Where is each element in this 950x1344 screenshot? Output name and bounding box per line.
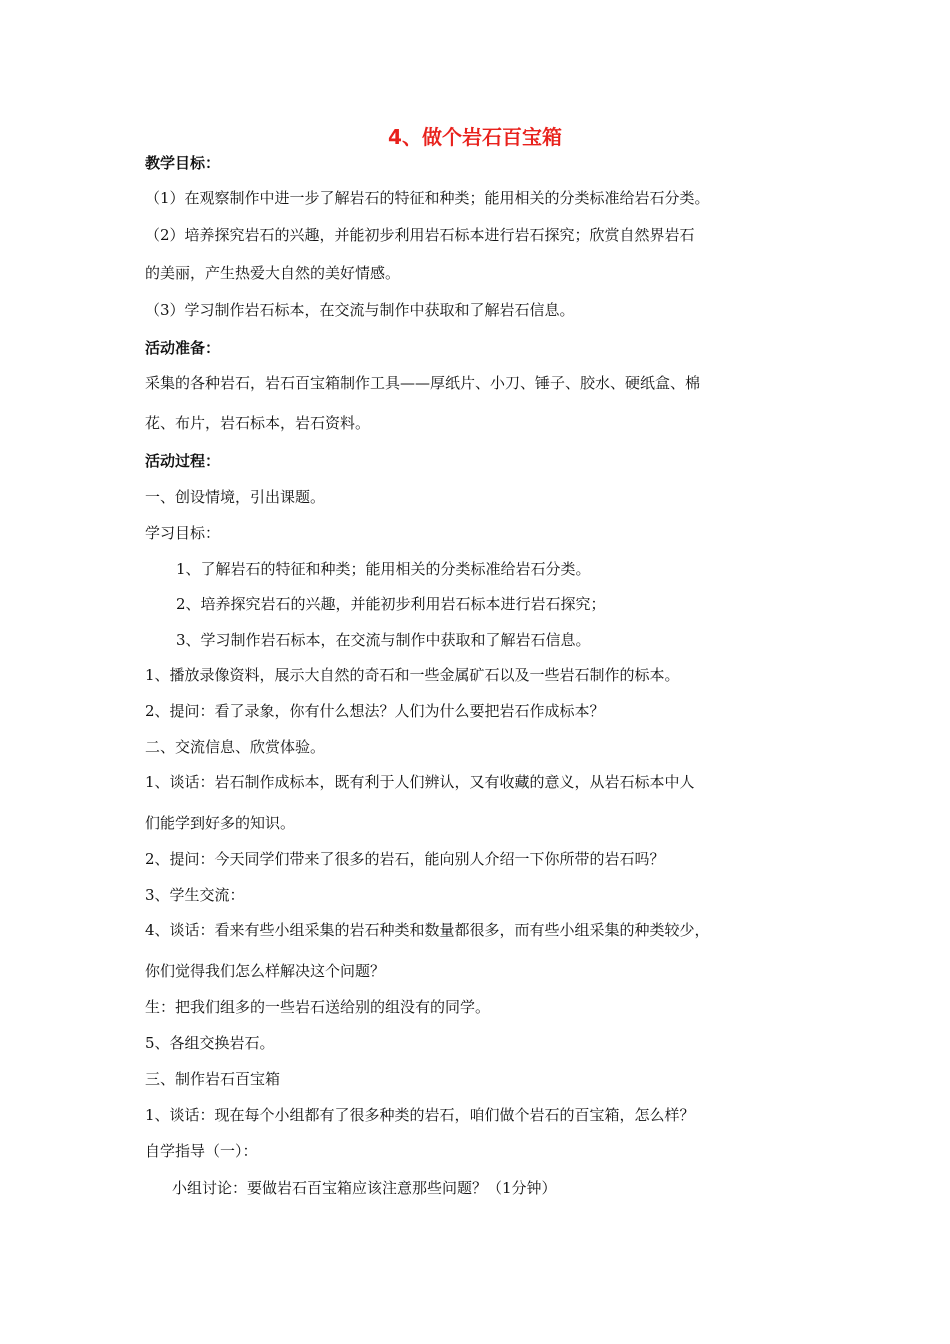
heading-activity-preparation: 活动准备： xyxy=(145,339,221,357)
list-item: 2、培养探究岩石的兴趣，并能初步利用岩石标本进行岩石探究； xyxy=(176,595,606,613)
paragraph-line: 2、提问：今天同学们带来了很多的岩石，能向别人介绍一下你所带的岩石吗？ xyxy=(145,850,665,868)
list-item: 1、了解岩石的特征和种类；能用相关的分类标准给岩石分类。 xyxy=(176,560,591,578)
paragraph-line: 生：把我们组多的一些岩石送给别的组没有的同学。 xyxy=(145,998,491,1016)
heading-activity-process: 活动过程： xyxy=(145,452,221,470)
paragraph-line: 4、谈话：看来有些小组采集的岩石种类和数量都很多，而有些小组采集的种类较少， xyxy=(145,921,710,939)
paragraph-line: （1）在观察制作中进一步了解岩石的特征和种类；能用相关的分类标准给岩石分类。 xyxy=(145,189,710,207)
heading-teaching-goals: 教学目标： xyxy=(145,154,221,172)
list-item: 3、学习制作岩石标本，在交流与制作中获取和了解岩石信息。 xyxy=(176,631,591,649)
paragraph-line: 学习目标： xyxy=(145,524,221,542)
paragraph-line: 你们觉得我们怎么样解决这个问题？ xyxy=(145,962,386,980)
paragraph-line: 3、学生交流： xyxy=(145,886,245,904)
paragraph-line: 二、交流信息、欣赏体验。 xyxy=(145,738,326,756)
paragraph-line: 小组讨论：要做岩石百宝箱应该注意那些问题？（1分钟） xyxy=(172,1179,557,1197)
paragraph-line: 三、制作岩石百宝箱 xyxy=(145,1070,281,1088)
document-title: 4、做个岩石百宝箱 xyxy=(388,125,562,149)
paragraph-line: 1、谈话：岩石制作成标本，既有利于人们辨认，又有收藏的意义，从岩石标本中人 xyxy=(145,773,695,791)
paragraph-line: 1、播放录像资料，展示大自然的奇石和一些金属矿石以及一些岩石制作的标本。 xyxy=(145,666,680,684)
paragraph-line: 们能学到好多的知识。 xyxy=(145,814,296,832)
paragraph-line: 采集的各种岩石，岩石百宝箱制作工具——厚纸片、小刀、锤子、胶水、硬纸盒、棉 xyxy=(145,374,701,392)
paragraph-line: （2）培养探究岩石的兴趣，并能初步利用岩石标本进行岩石探究；欣赏自然界岩石 xyxy=(145,226,695,244)
paragraph-line: 一、创设情境，引出课题。 xyxy=(145,488,326,506)
paragraph-line: 2、提问：看了录象，你有什么想法？人们为什么要把岩石作成标本？ xyxy=(145,702,605,720)
paragraph-line: 的美丽，产生热爱大自然的美好情感。 xyxy=(145,264,401,282)
paragraph-line: 花、布片，岩石标本，岩石资料。 xyxy=(145,414,371,432)
paragraph-line: 1、谈话：现在每个小组都有了很多种类的岩石，咱们做个岩石的百宝箱，怎么样？ xyxy=(145,1106,695,1124)
paragraph-line: （3）学习制作岩石标本，在交流与制作中获取和了解岩石信息。 xyxy=(145,301,575,319)
paragraph-line: 5、各组交换岩石。 xyxy=(145,1034,275,1052)
paragraph-line: 自学指导（一）： xyxy=(145,1142,258,1160)
